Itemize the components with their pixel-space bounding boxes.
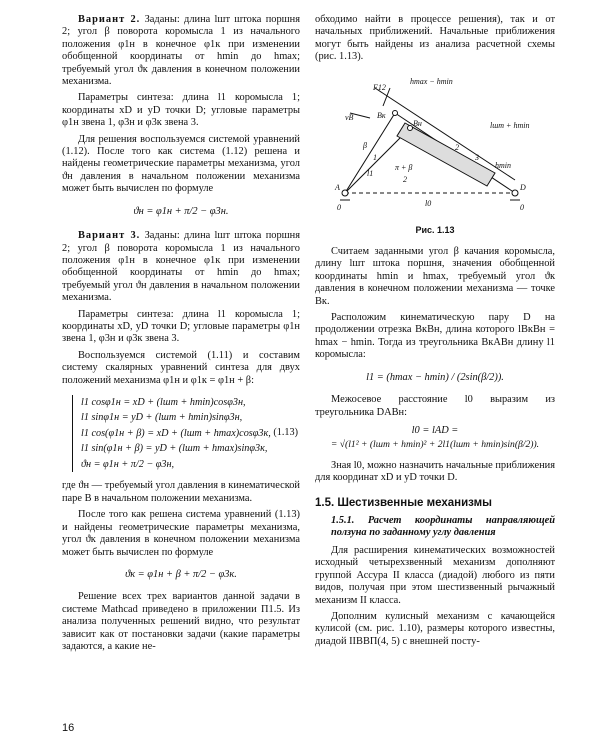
variant2-paragraph (62, 14, 300, 88)
variant3-after: После того как решена система уравнений (1.13) и найдены геометрические параметры механизма, угол ϑк давления в конечном положении механизма может быть вычислен по формуле (62, 509, 300, 558)
given-paragraph: Считаем заданными угол β качания коромысла, длину lшт штока поршня, значения обобщенной координаты hmin и hmax, требуемый угол ϑк давления в конечном положении механизма — точке Bк. (315, 246, 555, 307)
variant3-text: Заданы: длина lшт штока поршня 2; угол β поворота коромысла 1 из начального положения φ1н в конечное φ1к при изменении обобщенной координаты от hmin до hmax; требуемый угол ϑн давления в начальном положении механизма. (62, 230, 300, 304)
equation-l0-body: = √(l1² + (lшт + hmin)² + 2l1(lшт + hmin)sin(β/2)). (330, 439, 540, 451)
fig-label-l1: l1 (367, 168, 374, 178)
section-title: 1.5. Шестизвенные механизмы (315, 496, 492, 509)
system-line: l1 cos(φ1н + β) = xD + (lшт + hmax)cosφ3к, (81, 427, 271, 439)
approx-paragraph: Зная l0, можно назначить начальные приближения для координат xD и yD точки D. (315, 459, 555, 484)
joint-d (512, 190, 518, 196)
fig-label-pibeta: π + β (395, 162, 413, 172)
variant3-paragraph (62, 230, 300, 304)
variant2-method: Для решения воспользуемся системой уравнений (1.12). После того как система (1.12) решена и найдены геометрические параметры механизма, угол ϑн давления в начальном положении механизма может быть вычислен по формуле (62, 133, 300, 195)
fig-label-hdiff: hmax − hmin (410, 76, 453, 86)
fig-label-a: A (335, 182, 340, 192)
variant3-method: Воспользуемся системой (1.11) и составим систему скалярных уравнений синтеза для двух положений механизма φ1н и φ1к = φ1н + β: (62, 349, 300, 386)
equation-l1: l1 = (hmax − hmin) / (2sin(β/2)). (366, 371, 504, 383)
right-column (315, 14, 555, 652)
system-line: ϑн = φ1н + π/2 − φ3н, (81, 458, 175, 470)
equation-system-1-13 (72, 395, 300, 473)
distance-paragraph: Межосевое расстояние l0 выразим из треугольника DABн: (315, 394, 555, 418)
fig-label-l0: l0 (425, 198, 432, 208)
equation-l0-head: l0 = lAD = (411, 424, 459, 436)
fig-label-hmin: hmin (495, 160, 511, 170)
system-line: l1 sinφ1н = yD + (lшт + hmin)sinφ3н, (81, 412, 243, 424)
equation-theta-n: ϑн = φ1н + π/2 − φ3н. (133, 205, 229, 217)
joint-bn (408, 125, 413, 130)
fig-label-3: 3 (475, 152, 479, 162)
figure-1-13 (315, 68, 555, 218)
mathcad-paragraph: Решение всех трех вариантов данной задачи в системе Mathcad приведено в приложении П1.5. Из анализа полученных решений видно, что результат зависит как от постановки задачи (какие параметры задаются, а какие не- (62, 591, 300, 652)
fig-label-1: 1 (373, 152, 377, 162)
variant2-title: Вариант 2. (78, 14, 141, 25)
fig-label-two: 2 (403, 174, 407, 184)
piston-body (397, 123, 495, 186)
fig-label-2: 2 (455, 142, 459, 152)
joint-a (342, 190, 348, 196)
expansion-paragraph: Для расширения кинематических возможностей исходный четырехзвенный механизм дополняют группой Ассура II класса (диадой) любого из пяти видов, получая при этом шестизвенный рычажный механизм II класса. (315, 544, 555, 606)
subsection-title: 1.5.1. Расчет координаты направляющей ползуна по заданному углу давления (331, 514, 555, 538)
fig-label-lsht: lшт + hmin (490, 120, 530, 130)
equation-theta-k: ϑк = φ1н + β + π/2 − φ3к. (125, 568, 237, 580)
continuation-paragraph: обходимо найти в процессе решения), так и от начальных приближений. Начальные приближения могут быть найдены из анализа расчетной схемы (рис. 1.13). (315, 14, 555, 63)
fig-label-f12: F12 (373, 82, 386, 92)
variant3-params: Параметры синтеза: длина l1 коромысла 1; координаты xD, yD точки D; угловые параметры φ1н звена 1, φ3н и φ3к звена 3. (62, 308, 300, 345)
fig-label-0-left: 0 (337, 202, 341, 212)
variant3-where: где ϑн — требуемый угол давления в кинематической паре B в начальном положении механизма. (62, 480, 300, 504)
variant3-title: Вариант 3. (78, 230, 141, 242)
fig-label-0-right: 0 (520, 202, 524, 212)
fig-label-vb: vB (345, 112, 354, 122)
figure-caption: Рис. 1.13 (415, 224, 455, 235)
fig-label-bn: Bн (413, 118, 422, 128)
fig-label-bk: Bк (377, 110, 386, 120)
rocker-final (345, 110, 395, 193)
supplement-paragraph: Дополним кулисный механизм с качающейся кулисой (см. рис. 1.10), размеры которого известны, диадой IIВВП(4, 5) с внешней посту- (315, 610, 555, 647)
left-column (62, 14, 300, 657)
system-line: l1 sin(φ1н + β) = yD + (lшт + hmax)sinφ3к, (81, 443, 268, 455)
joint-bk (393, 110, 398, 115)
position-paragraph: Расположим кинематическую пару D на продолжении отрезка BкBн, длина которого lBкBн = hmax − hmin. Тогда из треугольника BкABн длину l1 коромысла: (315, 312, 555, 361)
fig-label-d: D (520, 182, 526, 192)
fig-label-beta: β (363, 140, 367, 150)
variant2-params: Параметры синтеза: длина l1 коромысла 1; координаты xD и yD точки D; угловые параметры φ1н звена 1, φ3н и φ3к звена 3. (62, 92, 300, 129)
system-line: l1 cosφ1н = xD + (lшт + hmin)cosφ3н, (81, 396, 246, 408)
variant2-text: Заданы: длина lшт штока поршня 2; угол β поворота коромысла 1 из начального положения φ1н в конечное φ1к при изменении обобщенной координаты от hmin до hmax; требуемый угол ϑк давления в конечном положении механизма. (62, 14, 300, 88)
system-number: (1.13) (273, 426, 298, 438)
page-number: 16 (62, 722, 75, 734)
